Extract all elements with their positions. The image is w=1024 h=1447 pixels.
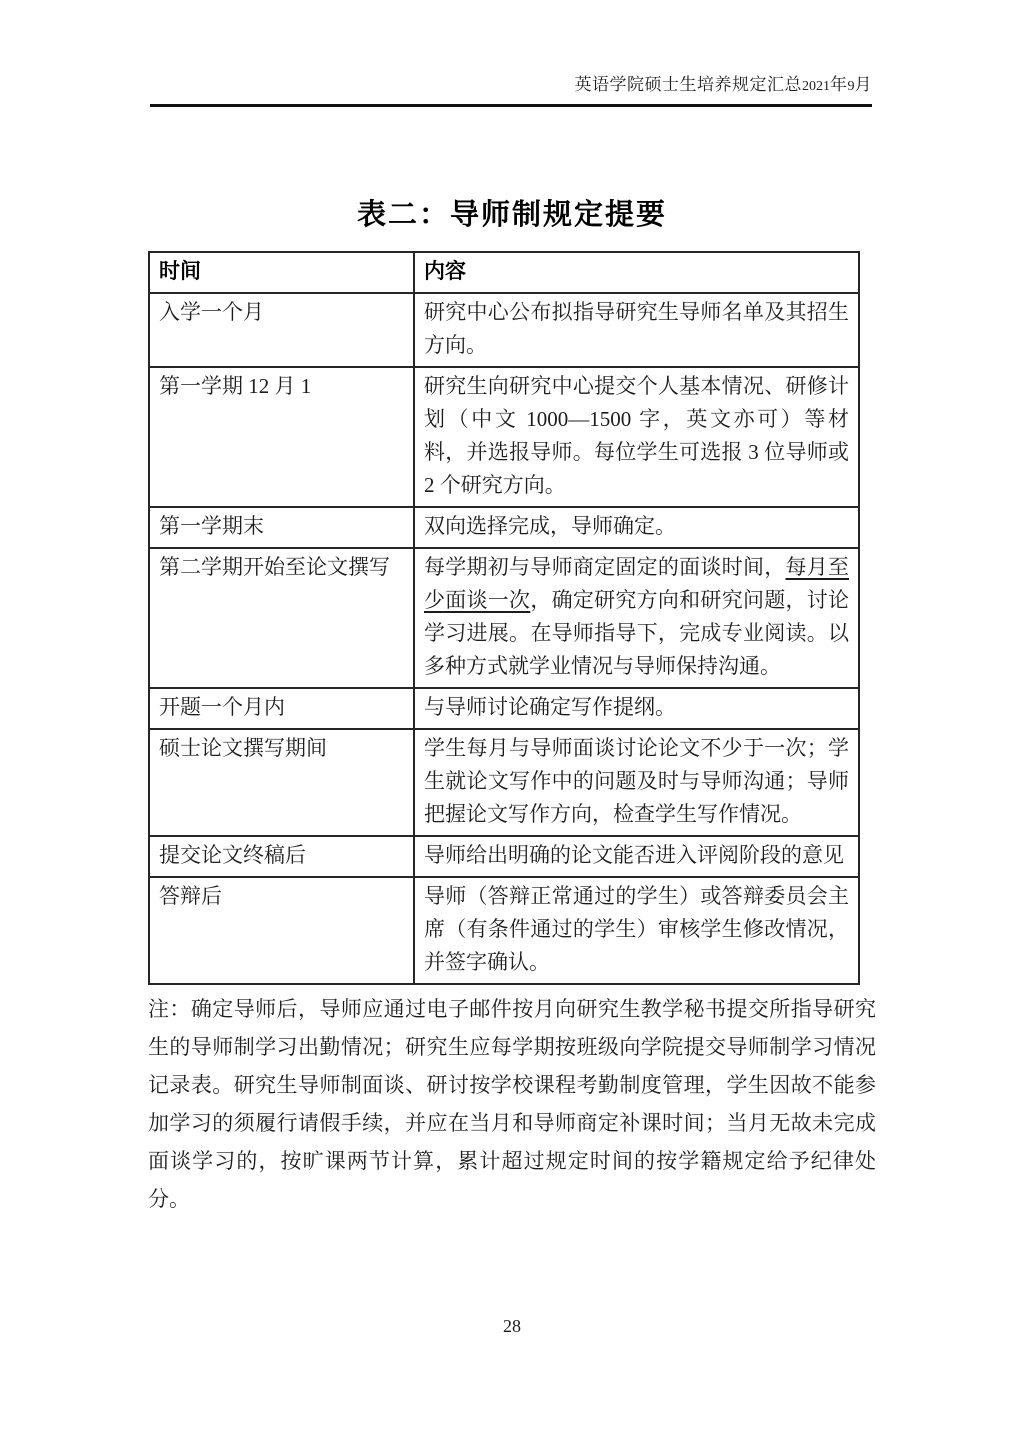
content-cell: 学生每月与导师面谈讨论论文不少于一次；学生就论文写作中的问题及时与导师沟通；导师把握论文写作方向，检查学生写作情况。 (414, 729, 859, 836)
table-header-row (149, 252, 859, 293)
running-header-month: 9 (847, 79, 855, 94)
page-title: 表二：导师制规定提要 (356, 199, 667, 231)
page-number: 28 (503, 1316, 521, 1336)
running-header-month-label: 月 (854, 75, 872, 94)
underlined-text: 每月至少面谈一次 (424, 555, 850, 612)
content-cell: 导师给出明确的论文能否进入评阅阶段的意见 (414, 836, 859, 877)
header-rule (150, 104, 872, 107)
table-row (149, 367, 859, 507)
tutor-regulation-table (148, 251, 860, 985)
table-row (149, 507, 859, 548)
table-row (149, 729, 859, 836)
content-cell: 每学期初与导师商定固定的面谈时间，每月至少面谈一次，确定研究方向和研究问题，讨论学习进展。在导师指导下，完成专业阅读。以多种方式就学业情况与导师保持沟通。 (414, 548, 859, 688)
table-row (149, 548, 859, 688)
running-header-year-label: 年 (830, 75, 848, 94)
table-body (149, 293, 859, 984)
time-cell: 开题一个月内 (149, 688, 414, 729)
time-cell: 提交论文终稿后 (149, 836, 414, 877)
time-cell: 第一学期末 (149, 507, 414, 548)
time-cell: 入学一个月 (149, 293, 414, 367)
time-cell: 答辩后 (149, 877, 414, 984)
running-header (575, 70, 873, 95)
running-header-text: 英语学院硕士生培养规定汇总 (574, 75, 802, 94)
note-paragraph: 注：确定导师后，导师应通过电子邮件按月向研究生教学秘书提交所指导研究生的导师制学习出勤情况；研究生应每学期按班级向学院提交导师制学习情况记录表。研究生导师制面谈、研讨按学校课程考勤制度管理，学生因故不能参加学习的须履行请假手续，并应在当月和导师商定补课时间；当月无故未完成面谈学习的，按旷课两节计算，累计超过规定时间的按学籍规定给予纪律处分。 (148, 997, 876, 1211)
content-cell: 导师（答辩正常通过的学生）或答辩委员会主席（有条件通过的学生）审核学生修改情况，并签字确认。 (414, 877, 859, 984)
content-cell: 研究中心公布拟指导研究生导师名单及其招生方向。 (414, 293, 859, 367)
time-cell: 硕士论文撰写期间 (149, 729, 414, 836)
running-header-year: 2021 (802, 79, 830, 94)
table-row (149, 293, 859, 367)
content-cell: 研究生向研究中心提交个人基本情况、研修计划（中文 1000—1500 字，英文亦可）等材料，并选报导师。每位学生可选报 3 位导师或 2 个研究方向。 (414, 367, 859, 507)
table-row (149, 836, 859, 877)
table-row (149, 877, 859, 984)
column-header-content: 内容 (414, 252, 859, 293)
time-cell: 第二学期开始至论文撰写 (149, 548, 414, 688)
table-row (149, 688, 859, 729)
content-cell: 双向选择完成，导师确定。 (414, 507, 859, 548)
time-cell: 第一学期 12 月 1 (149, 367, 414, 507)
column-header-time: 时间 (149, 252, 414, 293)
content-cell: 与导师讨论确定写作提纲。 (414, 688, 859, 729)
